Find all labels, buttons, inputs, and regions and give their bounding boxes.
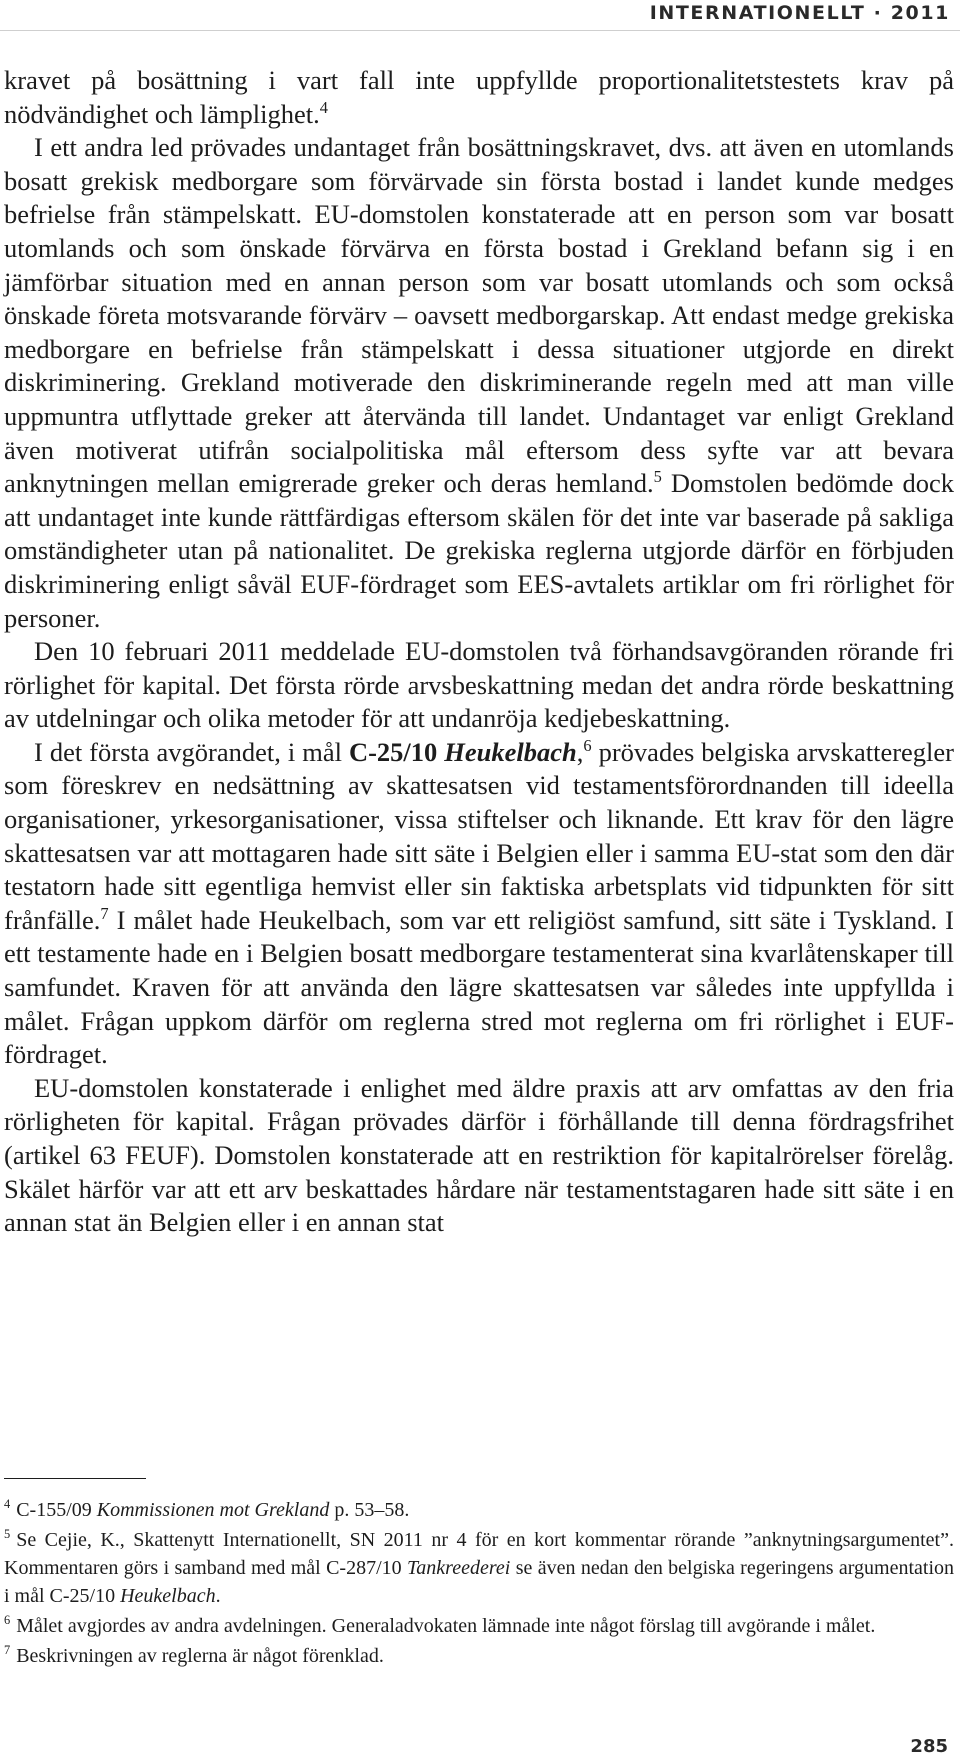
footnote-text: C-155/09 — [16, 1499, 97, 1521]
paragraph-2-text-cont: Domstolen bedömde dock att undantaget inte kunde rättfärdigas eftersom skälen för det inte var baserade på sakliga omständigheter utan på nationalitet. De grekiska reglerna utgjorde därför en förbjuden diskriminering enligt såväl EUF-fördraget som EES-avtalets artiklar om fri rörlighet för personer. — [4, 468, 954, 633]
paragraph-1 — [4, 64, 954, 131]
page-number: 285 — [910, 1736, 948, 1757]
paragraph-1-text: kravet på bosättning i vart fall inte uppfyllde proportionalitetstestets krav på nödvändighet och lämplighet. — [4, 65, 954, 129]
footnotes — [4, 1496, 954, 1672]
paragraph-5-text: EU-domstolen konstaterade i enlighet med äldre praxis att arv omfattas av den fria rörligheten för kapital. Frågan prövades därför i förhållande till denna fördragsfrihet (artikel 63 FEUF). Domstolen konstaterade att en restriktion för kapitalrörelser förelåg. Skälet härför var att ett arv beskattades hårdare när — [4, 1072, 954, 1204]
footnote-divider — [4, 1478, 146, 1479]
footnote-number: 7 — [4, 1643, 11, 1658]
footnote-4 — [4, 1496, 954, 1524]
footnote-number: 6 — [4, 1613, 11, 1628]
footnote-5 — [4, 1526, 954, 1610]
paragraph-2-text: I ett andra led prövades undantaget från bosättningskravet, dvs. att även en utomlands bosatt grekisk medborgare som förvärvade sin första bostad i landet kunde medges befrielse från stämpelskatt. EU-domstolen konstaterade att en person som var bosatt utomlands och som önskade förvärva en första bostad i Grekland befann sig i en jämförbar situation med en annan person som var bosatt utomlands och som också önskade företa motsvarande förvärv – oavsett medborgarskap. Att endast medge grekiska medborgare en befrielse från stämpelskatt i dessa situationer utgjorde en direkt diskriminering. Grekland motiverade den diskriminerande regeln med att man ville uppmuntra utflyttade greker att återvända till landet. Undantaget var enligt Grekland även motiverat utifrån socialpolitiska mål eftersom dess syfte var att bevara anknytningen mellan emigrerade greker och deras hemland. — [4, 132, 954, 499]
running-head: INTERNATIONELLT · 2011 — [649, 2, 950, 24]
main-text — [4, 64, 954, 1240]
footnote-italic: Tankreederei — [407, 1557, 511, 1579]
paragraph-4-text-cont: prövades belgiska arvskatteregler som föreskrev en nedsättning av skattesatsen vid testamentsförordnanden till ideella organisationer, yrkesorganisationer, vissa stiftelser och liknande. Ett krav för den lägre skattesatsen var att mottagaren hade sitt säte i Belgien eller i samma EU-stat som den där testatorn hade sitt egentliga hemvist eller sin faktiska arbetsplats vid tidpunkten för sitt frånfälle. — [4, 736, 954, 935]
footnote-text: Målet avgjordes av andra avdelningen. Generaladvokaten lämnade inte något förslag till avgörande i målet. — [16, 1615, 876, 1637]
footnote-text: se även nedan den belgiska regeringens argumentation i mål C-25/10 — [4, 1557, 954, 1607]
footnote-ref-5[interactable]: 5 — [653, 467, 662, 487]
footnote-text: Beskrivningen av reglerna är något förenklad. — [16, 1645, 384, 1667]
comma: , — [576, 736, 584, 767]
footnote-text: p. 53–58. — [329, 1499, 410, 1521]
paragraph-5 — [4, 1072, 954, 1240]
footnote-text: . — [215, 1585, 221, 1607]
footnote-7 — [4, 1642, 954, 1670]
paragraph-5-last-line: testamentstagaren hade sitt säte i en annan stat än Belgien eller i en annan stat — [4, 1173, 955, 1238]
footnote-italic: Kommissionen mot Grekland — [96, 1499, 330, 1521]
paragraph-2 — [4, 131, 954, 635]
paragraph-4 — [4, 736, 954, 1072]
paragraph-4-text-end: I målet hade Heukelbach, som var ett religiöst samfund, sitt säte i Tyskland. I ett testamente hade en i Belgien bosatt medborgare testamenterat sina kvarlåtenskaper till samfundet. Kraven för att använda den lägre skattesatsen var således inte uppfyllda i målet. Frågan uppkom därför om reglerna stred mot reglerna om fri rörlighet i EUF-fördraget. — [4, 904, 954, 1070]
case-number: C-25/10 — [348, 736, 438, 767]
paragraph-3: Den 10 februari 2011 meddelade EU-domstolen två förhandsavgöranden rörande fri rörlighet för kapital. Det första rörde arvsbeskattning medan det andra rörde beskattning av utdelningar och olika metoder för att undanröja kedjebeskattning. — [4, 636, 954, 734]
case-name: Heukelbach — [444, 736, 577, 767]
page-header — [0, 0, 960, 31]
footnote-6 — [4, 1612, 954, 1640]
footnote-number: 5 — [4, 1527, 11, 1542]
footnote-number: 4 — [4, 1497, 11, 1512]
paragraph-4-text: I det första avgörandet, i mål — [34, 736, 349, 767]
footnote-ref-6[interactable]: 6 — [583, 736, 592, 756]
footnote-italic: Heukelbach — [120, 1585, 216, 1607]
footnote-text: Se Cejie, K., Skattenytt Internationellt, SN 2011 nr 4 för en kort kommentar rörande ”anknytningsargumentet”. Kommentaren görs i samband med mål C-287/10 — [4, 1529, 954, 1579]
footnote-ref-7[interactable]: 7 — [100, 904, 109, 924]
footnote-ref-4[interactable]: 4 — [319, 97, 328, 117]
